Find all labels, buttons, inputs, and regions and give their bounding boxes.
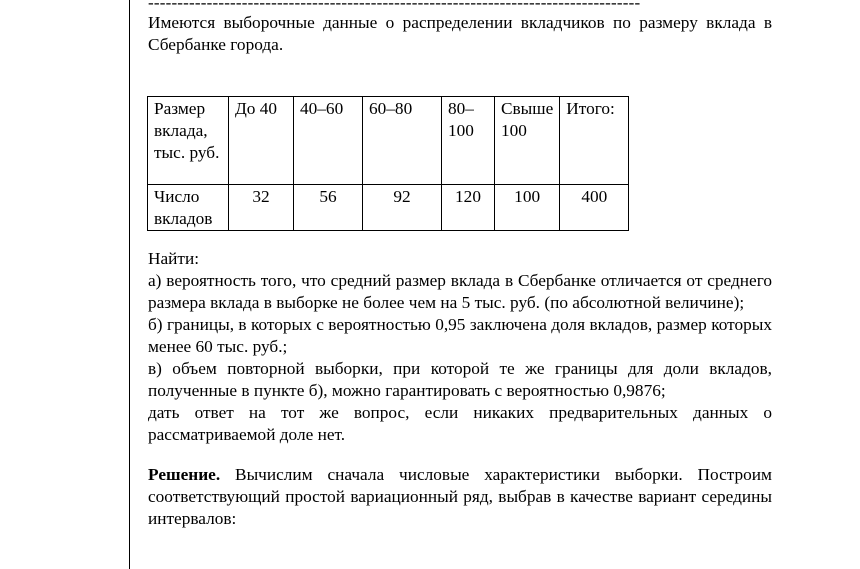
- table-cell: 80–100: [442, 97, 495, 185]
- table-cell: 32: [229, 185, 294, 231]
- table-header-cell: Размер вклада, тыс. руб.: [148, 97, 229, 185]
- task-heading: Найти:: [148, 249, 199, 268]
- task-item-c: в) объем повторной выборки, при которой те же границы для доли вкладов, полученные в пункте б), можно гарантировать с вероятностью 0,9876;: [148, 359, 772, 400]
- task-item-d: дать ответ на тот же вопрос, если никаких предварительных данных о рассматриваемой доле нет.: [148, 403, 772, 444]
- solution-label: Решение.: [148, 465, 221, 484]
- table-cell: 60–80: [363, 97, 442, 185]
- solution-text: Вычислим сначала числовые характеристики выборки. Построим соответствующий простой вариационный ряд, выбрав в качестве вариант середины интервалов:: [148, 465, 772, 528]
- table-cell: 100: [495, 185, 560, 231]
- table-cell: 400: [560, 185, 629, 231]
- intro-paragraph: Имеются выборочные данные о распределении вкладчиков по размеру вклада в Сбербанке города.: [148, 13, 772, 54]
- table-cell: Свыше 100: [495, 97, 560, 185]
- table-cell: Итого:: [560, 97, 629, 185]
- task-block: [148, 248, 772, 530]
- task-item-b: б) границы, в которых с вероятностью 0,95 заключена доля вкладов, размер которых менее 60 тыс. руб.;: [148, 315, 772, 356]
- table-cell: 120: [442, 185, 495, 231]
- table-cell: До 40: [229, 97, 294, 185]
- deposit-distribution-table: [147, 96, 629, 231]
- table-cell: 56: [294, 185, 363, 231]
- left-margin-rule: [129, 0, 130, 569]
- table-row: [148, 97, 629, 185]
- separator-dashes: ------------------------------------------------------------------------------------: [148, 0, 641, 12]
- table-header-cell: Число вкладов: [148, 185, 229, 231]
- paragraph-gap: [148, 446, 772, 464]
- intro-block: [148, 12, 772, 56]
- task-item-a: а) вероятность того, что средний размер вклада в Сбербанке отличается от среднего размера вклада в выборке не более чем на 5 тыс. руб. (по абсолютной величине);: [148, 271, 772, 312]
- table-cell: 92: [363, 185, 442, 231]
- table-cell: 40–60: [294, 97, 363, 185]
- table-row: [148, 185, 629, 231]
- solution-paragraph: [148, 464, 772, 530]
